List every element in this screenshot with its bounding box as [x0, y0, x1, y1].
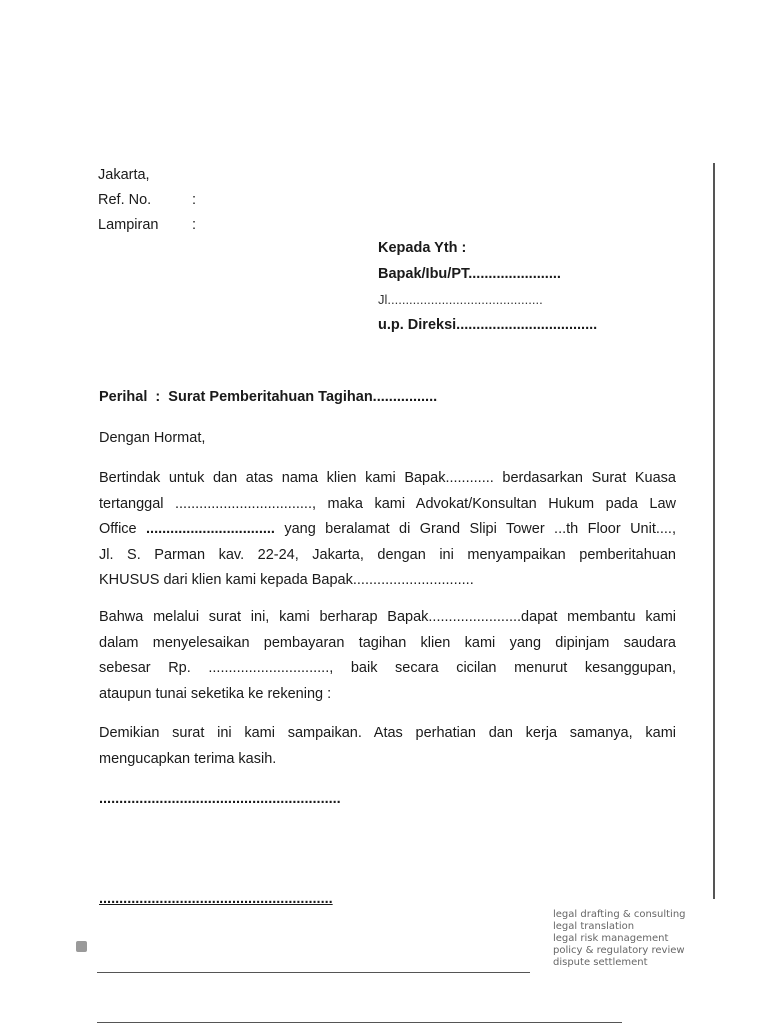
paragraph-1-line-3 [99, 517, 676, 543]
paragraph-2-line-1: Bahwa melalui surat ini, kami berharap Bapak.......................dapat membantu kami [99, 609, 676, 625]
recipient-street: Jl........................................... [378, 292, 543, 307]
paragraph-2-line-4: ataupun tunai seketika ke rekening : [99, 685, 332, 702]
service-item: policy & regulatory review [553, 945, 685, 956]
city-date: Jakarta, [98, 167, 150, 183]
attachment-row [98, 213, 196, 238]
city-date-row [98, 163, 196, 188]
ref-row [98, 188, 196, 213]
recipient-block [378, 236, 597, 338]
signatory-name-line: .......................................................... [99, 891, 333, 907]
paragraph-1-line-5: KHUSUS dari klien kami kepada Bapak.............................. [99, 572, 474, 588]
service-item: legal risk management [553, 933, 669, 944]
recipient-attention: u.p. Direksi................................... [378, 316, 598, 333]
footer-rule [97, 972, 530, 973]
letter-header [98, 163, 196, 238]
law-office-name-blank: ................................ [146, 521, 275, 537]
law-office-label: Office [99, 521, 147, 537]
paragraph-1-line-1: Bertindak untuk dan atas nama klien kami Bapak............ berdasarkan Surat Kuasa [99, 470, 676, 486]
paragraph-3-line-1: Demikian surat ini kami sampaikan. Atas perhatian dan kerja samanya, kami [99, 725, 676, 741]
ref-colon: : [192, 192, 197, 208]
recipient-to: Kepada Yth : [378, 240, 467, 256]
paragraph-2-line-3: sebesar Rp. .............................., baik secara cicilan menurut kesanggupan, [99, 660, 676, 676]
attachment-label: Lampiran [98, 217, 159, 233]
footer-rule-bottom [97, 1022, 622, 1023]
salutation: Dengan Hormat, [99, 430, 206, 446]
service-item: dispute settlement [553, 957, 648, 968]
paragraph-2 [99, 605, 676, 707]
service-item: legal translation [553, 921, 635, 932]
services-list [553, 909, 686, 969]
paragraph-1-line-2: tertanggal .................................., maka kami Advokat/Konsultan Hukum pada Law [99, 495, 676, 512]
paragraph-1 [99, 466, 676, 594]
margin-vertical-rule [713, 163, 715, 899]
service-item: legal drafting & consulting [553, 909, 686, 920]
square-bullet-icon [76, 941, 87, 952]
letter-subject: Perihal : Surat Pemberitahuan Tagihan................ [99, 389, 438, 405]
signature-line: ............................................................ [99, 791, 341, 807]
paragraph-2-line-2: dalam menyelesaikan pembayaran tagihan klien kami yang dipinjam saudara [99, 634, 676, 651]
office-address: yang beralamat di Grand Slipi Tower ...th Floor Unit...., [274, 521, 676, 537]
paragraph-3-line-2: mengucapkan terima kasih. [99, 750, 277, 767]
paragraph-1-line-4: Jl. S. Parman kav. 22-24, Jakarta, dengan ini menyampaikan pemberitahuan [99, 546, 676, 563]
paragraph-3 [99, 721, 676, 772]
attachment-colon: : [192, 217, 197, 233]
recipient-name: Bapak/Ibu/PT....................... [378, 265, 561, 282]
ref-label: Ref. No. [98, 192, 152, 208]
